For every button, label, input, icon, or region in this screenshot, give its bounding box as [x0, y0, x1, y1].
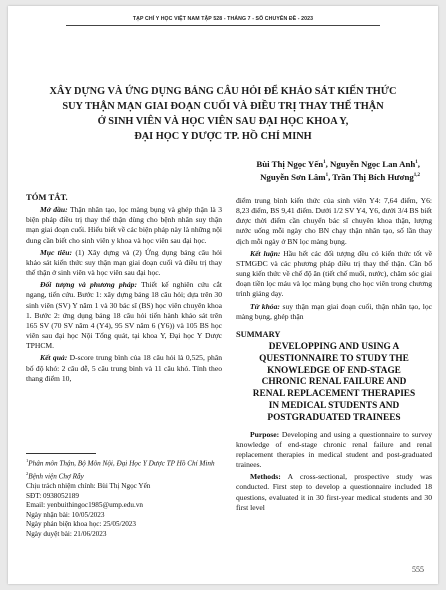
en-title-line: CHRONIC RENAL FAILURE AND [261, 377, 407, 388]
author-name: , Trần Thị Bích Hương [328, 172, 414, 183]
author-line [208, 157, 420, 170]
section-label: Đối tượng và phương pháp: [40, 280, 138, 290]
en-title-line: DEVELOPPING AND USING A [268, 342, 400, 353]
section-text: Hầu hết các đối tượng đều có kiến thức tốt về STMGĐC và các phương pháp điều trị thay thế thận. Cần bổ sung kiến thức về chế độ ăn (tiết chế muối, nước), chăm sóc giai đoạn tiền lọc máu và lọc màng bụng cho học viên trong chương trình giảng dạy. [236, 248, 433, 299]
affiliation-mark: 1,2 [413, 173, 420, 179]
email: Email: yenbuithingoc1985@ump.edu.vn [26, 501, 144, 510]
results-continued: điểm trung bình kiến thức của sinh viên Y4: 7,64 điểm, Y6: 8,23 điểm, BS 9,41 điểm. Dưới 1/2 SV Y4, Y6, dưới 3/4 BS biết được thời điểm cần chuyển bác sĩ chuyên khoa thận, lượng nước uống mỗi ngày cho BN chạy thận nhân tạo, số lần thay dịch mỗi ngày ở BN lọc màng bụng. [236, 196, 432, 246]
keywords [236, 302, 432, 322]
abstract-methods [26, 280, 222, 351]
author-list [208, 157, 420, 184]
section-text: (1) Xây dựng và (2) Ứng dụng bảng câu hỏi khảo sát kiến thức suy thận mạn giai đoạn cuối và điều trị thay thế thận ở sinh viên và học viên sau đại học. [26, 247, 222, 278]
section-text: Developing and using a questionnaire to survey knowledge of end-stage chronic renal failure and renal replacement therapies in medical student and post-graduated trainees. [236, 429, 432, 470]
page-number: 555 [412, 565, 424, 574]
section-label: Kết quả: [40, 353, 68, 363]
affiliation-mark: 1 [325, 173, 329, 179]
title-line: Ở SINH VIÊN VÀ HỌC VIÊN SAU ĐẠI HỌC KHOA Y, [97, 116, 349, 127]
section-label: Methods: [250, 472, 281, 482]
section-label: Mở đầu: [40, 205, 68, 215]
abstract-results [26, 353, 222, 383]
section-label: Mục tiêu: [40, 247, 73, 257]
en-title-line: QUESTIONNAIRE TO STUDY THE [259, 353, 409, 364]
footnote-text: Phân môn Thận, Bộ Môn Nội, Đại Học Y Dược TP Hồ Chí Minh [28, 459, 215, 468]
en-title-line: RENAL REPLACEMENT THERAPIES [252, 389, 416, 400]
date-received: Ngày nhận bài: 10/05/2023 [26, 510, 105, 519]
section-label: Kết luận: [250, 248, 281, 258]
section-text: A cross-sectional, prospective study was conducted. First step to develop a questionnaire included 18 questions, evaluated it in 30 first-year medical students and 30 first level [236, 472, 432, 512]
author-name: , Nguyễn Ngọc Lan Anh [325, 158, 416, 169]
abstract-intro [26, 205, 222, 246]
footnote-mark: 2 [26, 470, 29, 476]
en-title-line: KNOWLEDGE OF END-STAGE [267, 365, 401, 376]
abstract-heading: TÓM TẮT. [26, 192, 68, 202]
journal-page [8, 6, 438, 584]
summary-methods [236, 472, 432, 513]
abstract-objective [26, 248, 222, 278]
author-name: Bùi Thị Ngọc Yến [256, 158, 324, 169]
summary-purpose [236, 430, 432, 471]
section-text: Thận nhân tạo, lọc màng bụng và ghép thận là 3 biện pháp điều trị thay thế thận dùng cho bệnh nhân suy thận mạn giai đoạn cuối. Hiểu biết về các biện pháp này là những nội dung cần biết cho sinh viên y khoa và học viên sau đại học. [26, 205, 222, 245]
footnote-mark: 1 [26, 458, 29, 463]
section-label: Purpose: [250, 429, 280, 439]
author-name: Nguyễn Sơn Lâm [260, 172, 326, 183]
affiliation-mark: 1 [415, 160, 418, 165]
affiliation-2 [26, 469, 222, 482]
header-rule [66, 25, 380, 26]
footnote-text: Bệnh viện Chợ Rẫy [28, 472, 84, 481]
footnote-rule [26, 453, 96, 454]
footnotes [26, 456, 222, 540]
title-line: SUY THẬN MẠN GIAI ĐOẠN CUỐI VÀ ĐIỀU TRỊ THAY THẾ THẬN [62, 101, 384, 112]
abstract-vi-column [26, 192, 222, 386]
summary-heading: SUMMARY [236, 329, 281, 339]
author-line [208, 170, 420, 183]
section-text: D-score trung bình của 18 câu hỏi là 0,525, phân bố độ khó: 2 câu dễ, 5 câu trung bình và 11 câu khó. Tính theo thang điểm 10, [26, 353, 222, 383]
affiliation-1 [26, 456, 222, 469]
affiliation-mark: 1 [323, 160, 326, 165]
abstract-conclusion [236, 249, 432, 300]
article-title [30, 84, 416, 144]
journal-header: TẠP CHÍ Y HỌC VIỆT NAM TẬP 528 - THÁNG 7 - SỐ CHUYÊN ĐỀ - 2023 [132, 16, 314, 22]
separator: , [417, 158, 420, 169]
date-reviewed: Ngày phản biện khoa học: 25/05/2023 [26, 520, 136, 529]
corresponding-author: Chịu trách nhiệm chính: Bùi Thị Ngọc Yến [26, 481, 151, 490]
section-text: suy thận mạn giai đoạn cuối, thận nhân tạo, lọc màng bụng, ghép thận [236, 301, 433, 321]
date-accepted: Ngày duyệt bài: 21/06/2023 [26, 529, 107, 538]
en-title-line: IN MEDICAL STUDENTS AND [268, 401, 400, 412]
english-title [244, 342, 424, 425]
section-label: Từ khóa: [250, 301, 280, 311]
right-column [236, 196, 432, 515]
title-line: ĐẠI HỌC Y DƯỢC TP. HỒ CHÍ MINH [134, 131, 312, 142]
en-title-line: POSTGRADUATED TRAINEES [267, 412, 401, 423]
phone: SĐT: 0938052189 [26, 491, 79, 500]
section-text: Thiết kế nghiên cứu cắt ngang, tiến cứu. Bước 1: xây dựng bảng 18 câu hỏi; dựa trên 30 sinh viên (SV) Y năm 1 và 30 bác sĩ (BS) học viên chuyên khoa 1. Bước 2: ứng dụng bảng 18 câu hỏi tiến hành khảo sát trên 165 SV (70 SV năm 4 (Y4), 95 SV năm 6 (Y6)) và 105 BS học viên sau đại học Nội Tổng quát, tại khoa Y, Đại học Y Dược TPHCM. [26, 280, 222, 351]
title-line: XÂY DỰNG VÀ ỨNG DỤNG BẢNG CÂU HỎI ĐỂ KHẢO SÁT KIẾN THỨC [49, 86, 397, 97]
